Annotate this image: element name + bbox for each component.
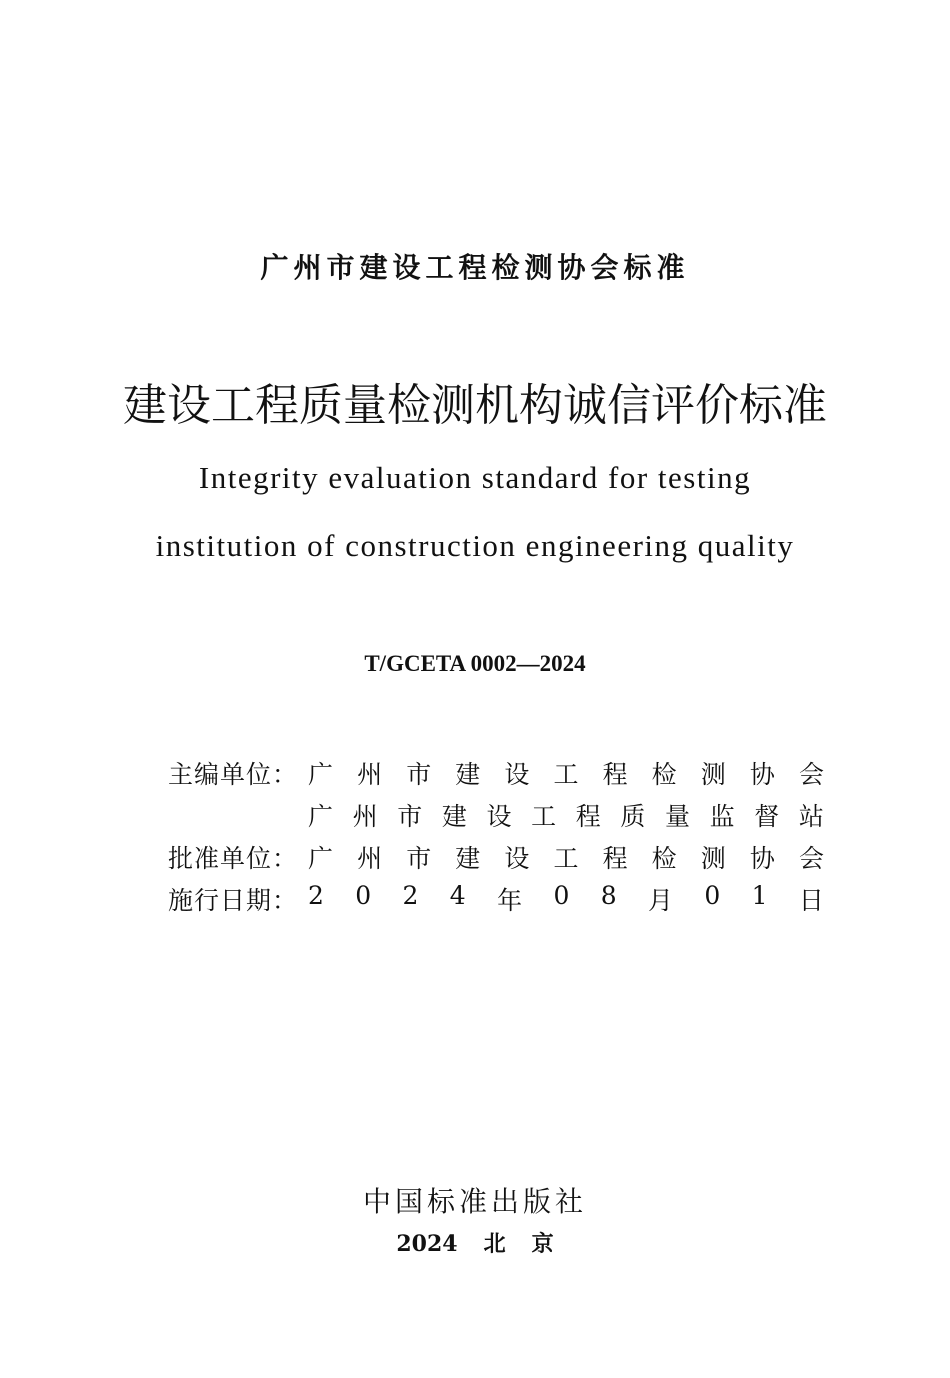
publisher-name: 中国标准出版社	[362, 1185, 587, 1218]
info-char: 2	[402, 881, 419, 910]
info-char: 广	[308, 802, 334, 831]
info-char: 建	[455, 844, 481, 873]
info-char: 广	[308, 844, 334, 873]
approver-label: 批准单位：	[168, 844, 299, 873]
info-char: 检	[651, 844, 677, 873]
chief-editor-unit-1	[308, 755, 824, 791]
info-char: 会	[798, 844, 824, 873]
effective-date-value	[308, 881, 824, 917]
info-char: 州	[357, 760, 383, 789]
info-char: 4	[449, 881, 466, 910]
info-char: 监	[709, 802, 735, 831]
chief-editor-label: 主编单位：	[168, 760, 299, 789]
info-char: 测	[700, 760, 726, 789]
effective-date-row	[168, 880, 824, 918]
info-char: 量	[665, 802, 691, 831]
info-char: 市	[406, 760, 432, 789]
info-char: 会	[798, 760, 824, 789]
info-char: 市	[406, 844, 432, 873]
info-char: 协	[749, 844, 775, 873]
info-char: 1	[751, 881, 768, 910]
info-char: 站	[798, 802, 824, 831]
chief-editor-row	[168, 754, 824, 792]
info-char: 设	[504, 760, 530, 789]
info-char: 程	[602, 760, 628, 789]
approver-row	[168, 838, 824, 876]
info-char: 督	[754, 802, 780, 831]
info-char: 建	[441, 802, 467, 831]
info-char: 质	[620, 802, 646, 831]
publication-place-2: 京	[531, 1231, 554, 1257]
info-char: 月	[647, 886, 673, 915]
info-char: 工	[553, 760, 579, 789]
standard-title-english-line-1: Integrity evaluation standard for testing	[198, 460, 752, 495]
standard-code: T/GCETA 0002—2024	[364, 651, 586, 676]
info-char: 0	[704, 881, 721, 910]
association-title: 广州市建设工程检测协会标准	[260, 251, 690, 284]
effective-date-label: 施行日期：	[168, 886, 299, 915]
publication-place-1: 北	[483, 1231, 506, 1257]
approver-unit	[308, 839, 824, 875]
info-char: 日	[798, 886, 824, 915]
info-char: 建	[455, 760, 481, 789]
info-char: 测	[700, 844, 726, 873]
info-char: 州	[357, 844, 383, 873]
standard-title-english-line-2: institution of construction engineering quality	[155, 528, 795, 563]
info-char: 设	[504, 844, 530, 873]
chief-editor-unit-2	[308, 797, 824, 833]
info-char: 8	[600, 881, 617, 910]
info-char: 0	[553, 881, 570, 910]
info-char: 程	[575, 802, 601, 831]
info-char: 年	[497, 886, 523, 915]
info-char: 协	[749, 760, 775, 789]
info-char: 广	[308, 760, 334, 789]
standard-title-chinese: 建设工程质量检测机构诚信评价标准	[123, 380, 827, 431]
info-char: 设	[486, 802, 512, 831]
info-char: 检	[651, 760, 677, 789]
info-char: 0	[355, 881, 372, 910]
info-char: 州	[352, 802, 378, 831]
publication-year: 2024	[396, 1231, 458, 1257]
info-char: 程	[602, 844, 628, 873]
info-char: 工	[531, 802, 557, 831]
info-char: 工	[553, 844, 579, 873]
info-char: 市	[397, 802, 423, 831]
info-char: 2	[308, 881, 324, 910]
publication-year-place	[0, 1228, 950, 1260]
chief-editor-row-2	[168, 796, 824, 834]
